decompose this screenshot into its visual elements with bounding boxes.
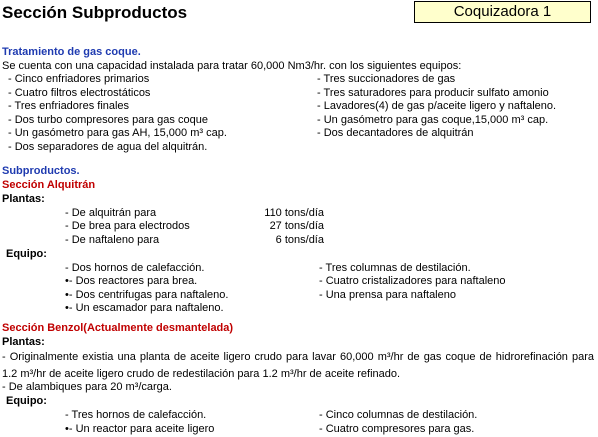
alquitran-equipment-left-1: - Dos hornos de calefacción. <box>65 262 205 274</box>
benzol-equipment-left-1: - Tres hornos de calefacción. <box>65 409 207 421</box>
alquitran-equipment-right-3: - Una prensa para naftaleno <box>319 289 456 301</box>
benzol-description: - Originalmente existia una planta de aceite ligero crudo para lavar 60,000 m³/hr de gas coque de hidrorefinación para 1.2 m³/hr de aceite ligero crudo de redestilación para 1.2 m³/hr de aceite refinado. <box>2 351 594 380</box>
gas-equipment-right-3: - Lavadores(4) de gas p/aceite ligero y naftaleno. <box>317 100 557 112</box>
alquitran-plant-capacity-2: 27 tons/día <box>269 220 324 232</box>
alquitran-equipment-left-3: •- Dos centrifugas para naftaleno. <box>65 289 229 301</box>
gas-equipment-left-2: - Cuatro filtros electrostáticos <box>8 87 151 99</box>
page-title: Sección Subproductos <box>2 3 188 22</box>
benzol-plantas-label: Plantas: <box>2 336 45 348</box>
benzol-equipo-label: Equipo: <box>6 395 47 407</box>
gas-equipment-left-5: - Un gasómetro para gas AH, 15,000 m³ cap. <box>8 127 227 139</box>
alquitran-plant-name-1: - De alquitrán para <box>65 207 157 219</box>
gas-equipment-left-1: - Cinco enfriadores primarios <box>8 73 150 85</box>
benzol-equipment-right-2: - Cuatro compresores para gas. <box>319 423 475 435</box>
gas-equipment-left-3: - Tres enfriadores finales <box>8 100 130 112</box>
gas-treatment-intro: Se cuenta con una capacidad instalada para tratar 60,000 Nm3/hr. con los siguientes equipos: <box>2 60 462 72</box>
gas-equipment-right-2: - Tres saturadores para producir sulfato amonio <box>317 87 549 99</box>
alquitran-equipo-label: Equipo: <box>6 248 47 260</box>
gas-equipment-left-6: - Dos separadores de agua del alquitrán. <box>8 141 208 153</box>
alquitran-plant-name-2: - De brea para electrodos <box>65 220 190 232</box>
gas-equipment-right-5: - Dos decantadores de alquitrán <box>317 127 474 139</box>
benzol-equipment-right-1: - Cinco columnas de destilación. <box>319 409 478 421</box>
benzol-alambiques: - De alambiques para 20 m³/carga. <box>2 381 172 393</box>
alquitran-equipment-right-2: - Cuatro cristalizadores para naftaleno <box>319 275 506 287</box>
alquitran-plant-capacity-3: 6 tons/día <box>275 234 324 246</box>
gas-equipment-right-1: - Tres succionadores de gas <box>317 73 456 85</box>
gas-treatment-heading: Tratamiento de gas coque. <box>2 46 141 58</box>
gas-equipment-right-4: - Un gasómetro para gas coque,15,000 m³ cap. <box>317 114 549 126</box>
benzol-equipment-left-2: •- Un reactor para aceite ligero <box>65 423 215 435</box>
alquitran-plant-capacity-1: 110 tons/día <box>264 207 324 219</box>
alquitran-equipment-right-1: - Tres columnas de destilación. <box>319 262 471 274</box>
benzol-heading: Sección Benzol(Actualmente desmantelada) <box>2 322 234 334</box>
gas-equipment-left-4: - Dos turbo compresores para gas coque <box>8 114 208 126</box>
alquitran-equipment-left-4: •- Un escamador para naftaleno. <box>65 302 224 314</box>
alquitran-plant-name-3: - De naftaleno para <box>65 234 160 246</box>
alquitran-plantas-label: Plantas: <box>2 193 45 205</box>
alquitran-heading: Sección Alquitrán <box>2 179 96 191</box>
alquitran-equipment-left-2: •- Dos reactores para brea. <box>65 275 198 287</box>
section-label-box: Coquizadora 1 <box>414 1 591 23</box>
subproductos-heading: Subproductos. <box>2 165 80 177</box>
